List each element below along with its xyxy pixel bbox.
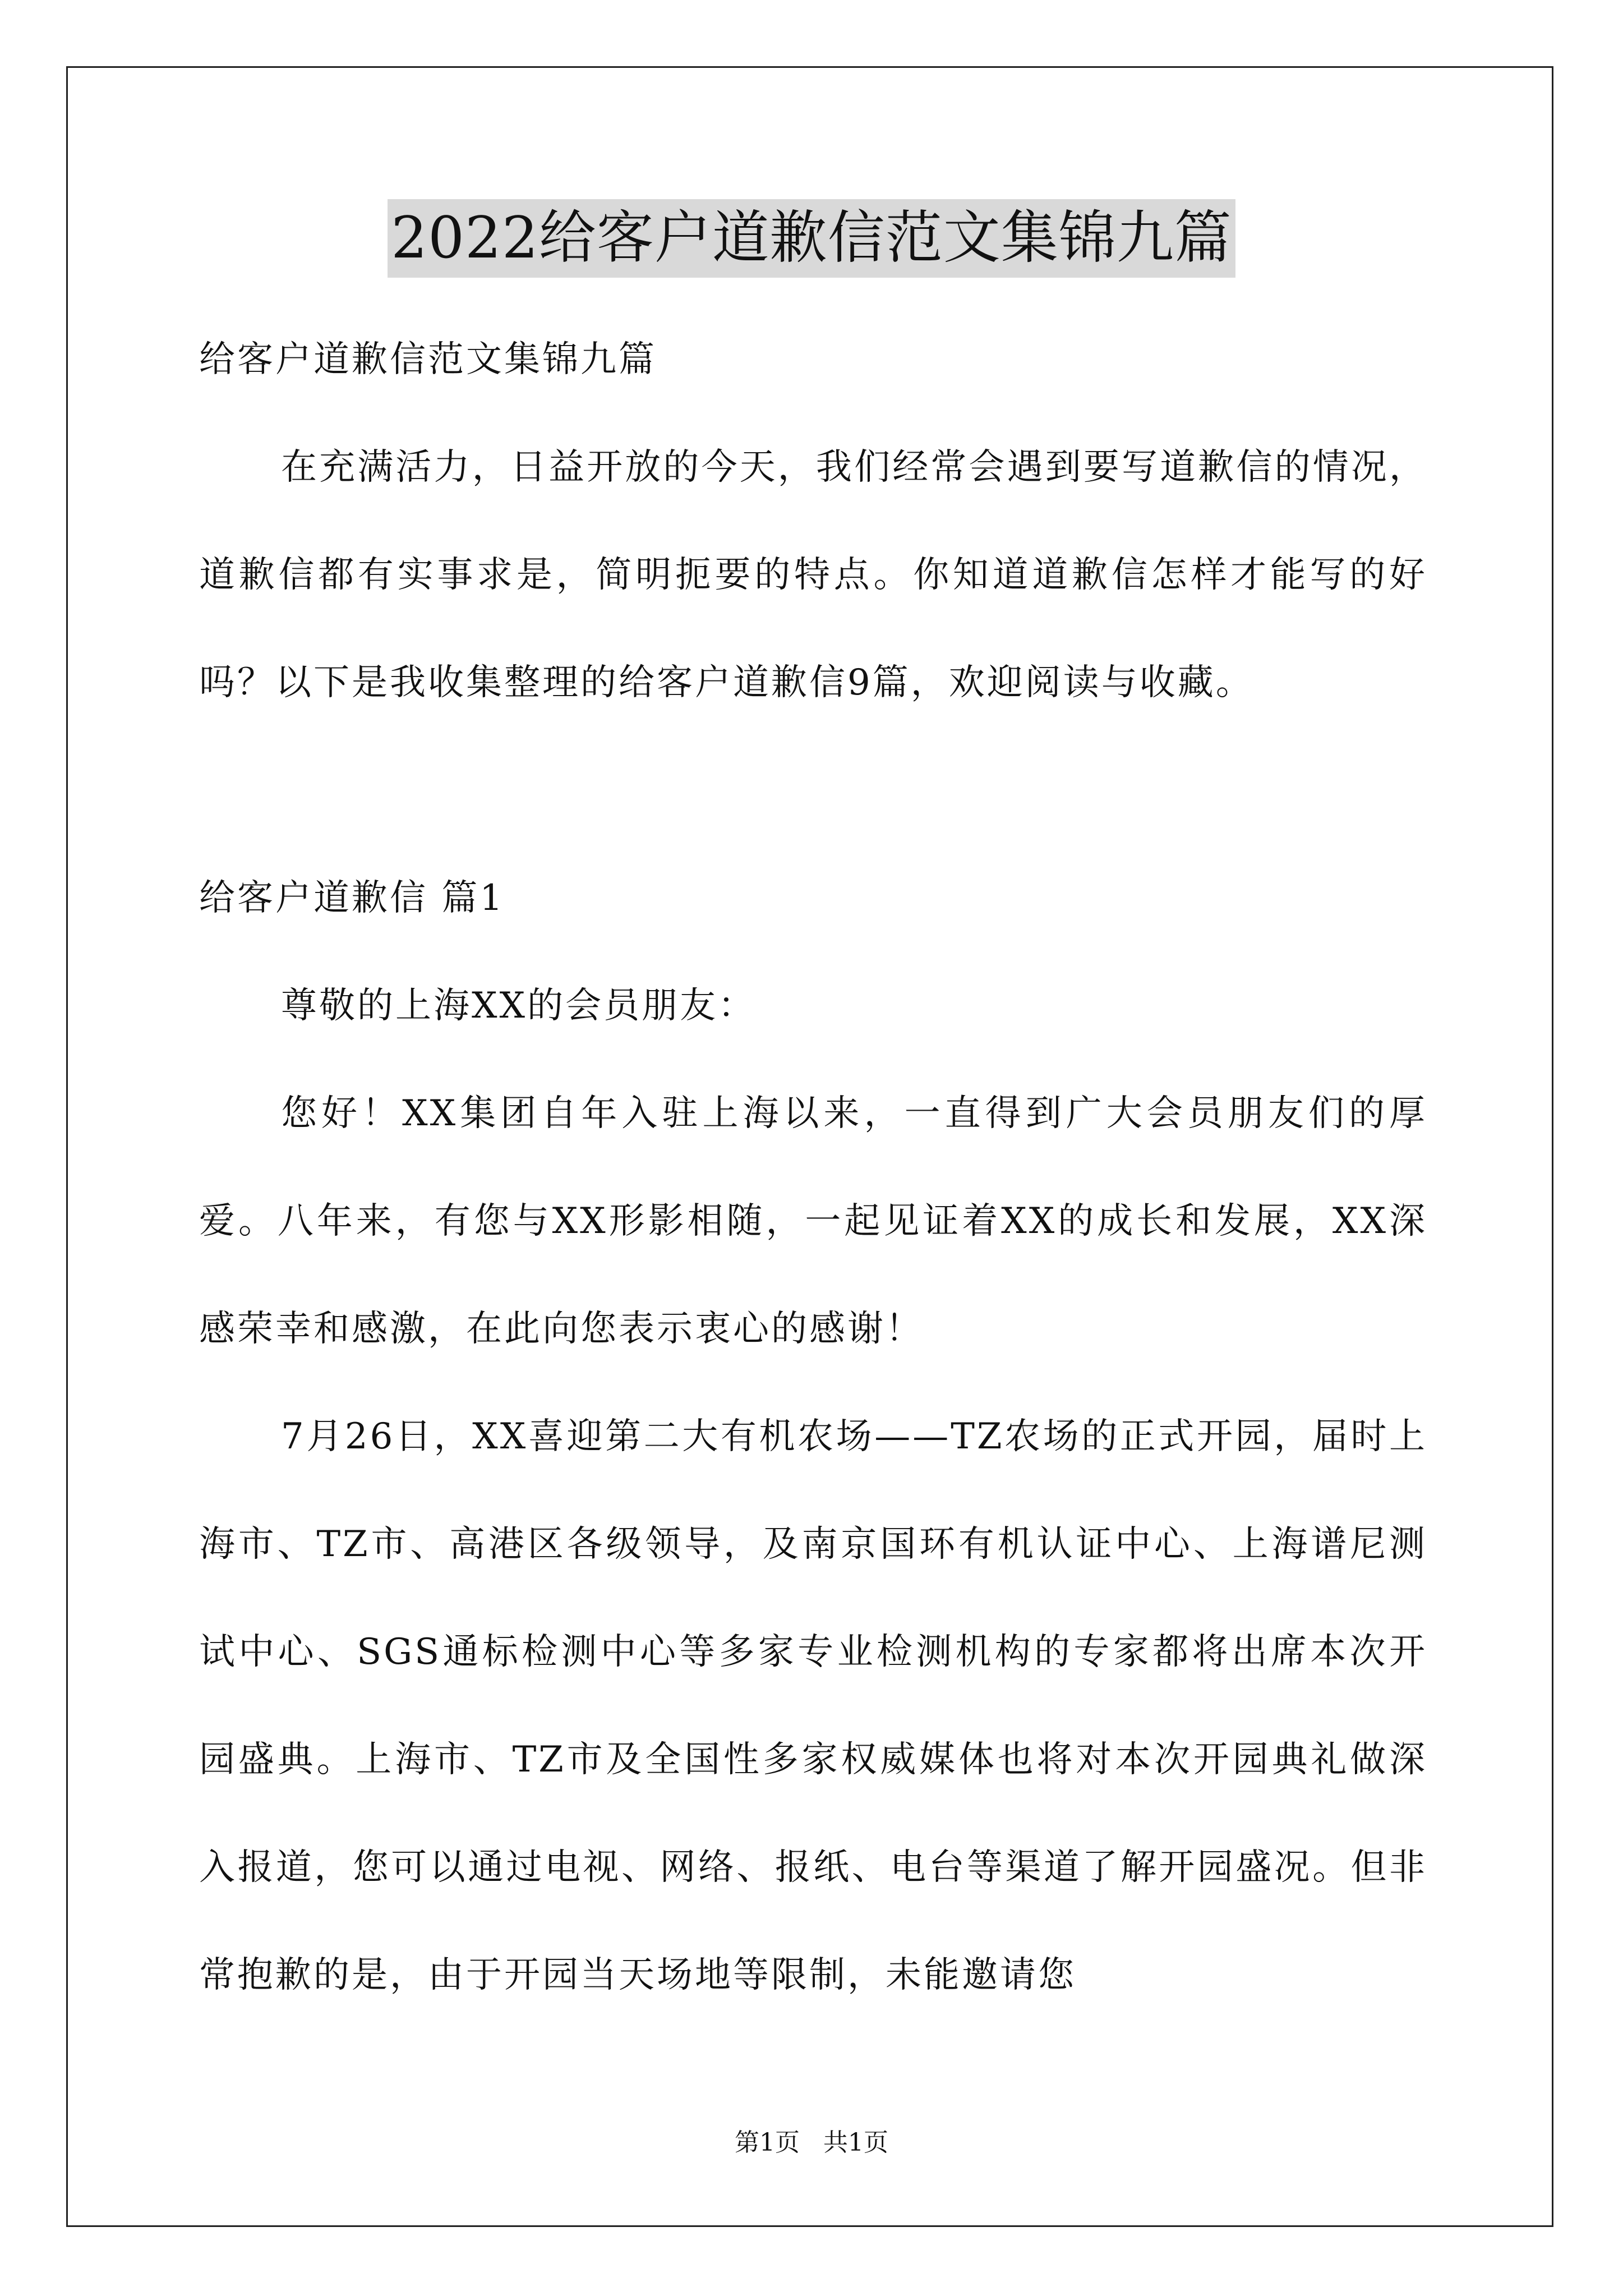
document-subtitle: 给客户道歉信范文集锦九篇 [199, 339, 657, 380]
intro-paragraph: 在充满活力，日益开放的今天，我们经常会遇到要写道歉信的情况，道歉信都有实事求是，简明扼要的特点。你知道道歉信怎样才能写的好吗？以下是我收集整理的给客户道歉信9篇，欢迎阅读与收藏。 [199, 447, 1427, 703]
document-body [199, 306, 1427, 2029]
section-heading: 给客户道歉信 篇1 [199, 877, 505, 919]
document-title: 2022给客户道歉信范文集锦九篇 [388, 199, 1235, 278]
body-paragraph-1: 您好！XX集团自年入驻上海以来，一直得到广大会员朋友们的厚爱。八年来，有您与XX形影相随，一起见证着XX的成长和发展，XX深感荣幸和感激，在此向您表示衷心的感谢！ [199, 1093, 1427, 1350]
body-paragraph-2: 7月26日，XX喜迎第二大有机农场——TZ农场的正式开园，届时上海市、TZ市、高港区各级领导，及南京国环有机认证中心、上海谱尼测试中心、SGS通标检测中心等多家专业检测机构的专家都将出席本次开园盛典。上海市、TZ市及全国性多家权威媒体也将对本次开园典礼做深入报道，您可以通过电视、网络、报纸、电台等渠道了解开园盛况。但非常抱歉的是，由于开园当天场地等限制，未能邀请您 [199, 1416, 1427, 1996]
title-container [0, 199, 1623, 278]
salutation: 尊敬的上海XX的会员朋友： [281, 985, 757, 1027]
page-footer: 第1页 共1页 [735, 2128, 888, 2157]
